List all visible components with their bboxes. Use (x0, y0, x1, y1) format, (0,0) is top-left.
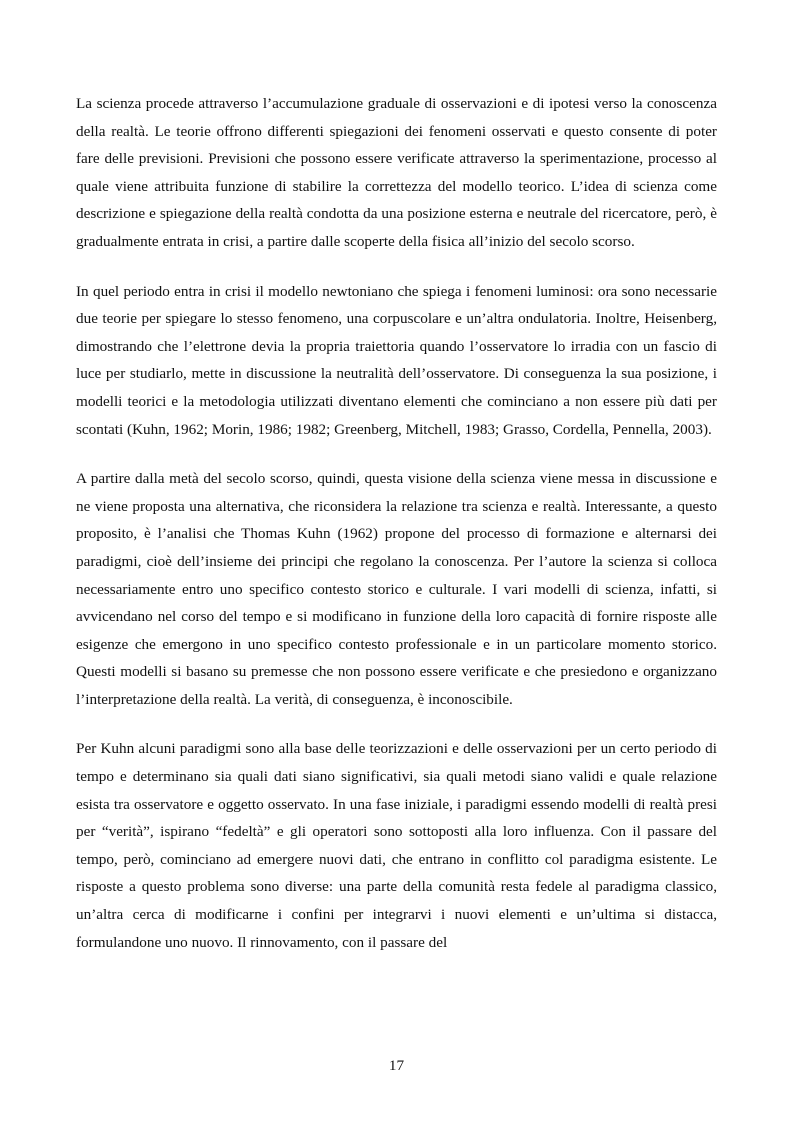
paragraph-2: In quel periodo entra in crisi il modello newtoniano che spiega i fenomeni luminosi: ora sono necessarie due teorie per spiegare lo stesso fenomeno, una corpuscolare e un’altra ondulatoria. Inoltre, Heisenberg, dimostrando che l’elettrone devia la propria traiettoria quando l’osservatore lo irradia con un fascio di luce per studiarlo, mette in discussione la neutralità dell’osservatore. Di conseguenza la sua posizione, i modelli teorici e la metodologia utilizzati diventano elementi che cominciano a non essere più dati per scontati (Kuhn, 1962; Morin, 1986; 1982; Greenberg, Mitchell, 1983; Grasso, Cordella, Pennella, 2003). (76, 282, 717, 438)
document-page (76, 90, 717, 978)
paragraph-3: A partire dalla metà del secolo scorso, quindi, questa visione della scienza viene messa in discussione e ne viene proposta una alternativa, che riconsidera la relazione tra scienza e realtà. Interessante, a questo proposito, è l’analisi che Thomas Kuhn (1962) propone del processo di formazione e alternarsi dei paradigmi, cioè dell’insieme dei principi che regolano la conoscenza. Per l’autore la scienza si colloca necessariamente entro uno specifico contesto storico e culturale. I vari modelli di scienza, infatti, si avvicendano nel corso del tempo e si modificano in funzione della loro capacità di fornire risposte alle esigenze che emergono in uno specifico contesto professionale e in un particolare momento storico. Questi modelli si basano su premesse che non possono essere verificate e che presiedono e organizzano l’interpretazione della realtà. La verità, di conseguenza, è inconoscibile. (76, 470, 717, 708)
paragraph-1: La scienza procede attraverso l’accumulazione graduale di osservazioni e di ipotesi verso la conoscenza della realtà. Le teorie offrono differenti spiegazioni dei fenomeni osservati e questo consente di poter fare delle previsioni. Previsioni che possono essere verificate attraverso la sperimentazione, processo al quale viene attribuita funzione di stabilire la correttezza del modello teorico. L’idea di scienza come descrizione e spiegazione della realtà condotta da una posizione esterna e neutrale del ricercatore, però, è gradualmente entrata in crisi, a partire dalle scoperte della fisica all’inizio del secolo scorso. (76, 95, 717, 250)
page-number: 17 (388, 1057, 405, 1074)
paragraph-4: Per Kuhn alcuni paradigmi sono alla base delle teorizzazioni e delle osservazioni per un certo periodo di tempo e determinano sia quali dati siano significativi, sia quali metodi siano validi e quale relazione esista tra osservatore e oggetto osservato. In una fase iniziale, i paradigmi essendo modelli di realtà presi per “verità”, ispirano “fedeltà” e gli operatori sono sottoposti alla loro influenza. Con il passare del tempo, però, cominciano ad emergere nuovi dati, che entrano in conflitto col paradigma esistente. Le risposte a questo problema sono diverse: una parte della comunità resta fedele al paradigma classico, un’altra cerca di modificarne i confini per integrarvi i nuovi elementi e un’ultima si distacca, formulandone uno nuovo. Il rinnovamento, con il passare del (76, 740, 717, 951)
